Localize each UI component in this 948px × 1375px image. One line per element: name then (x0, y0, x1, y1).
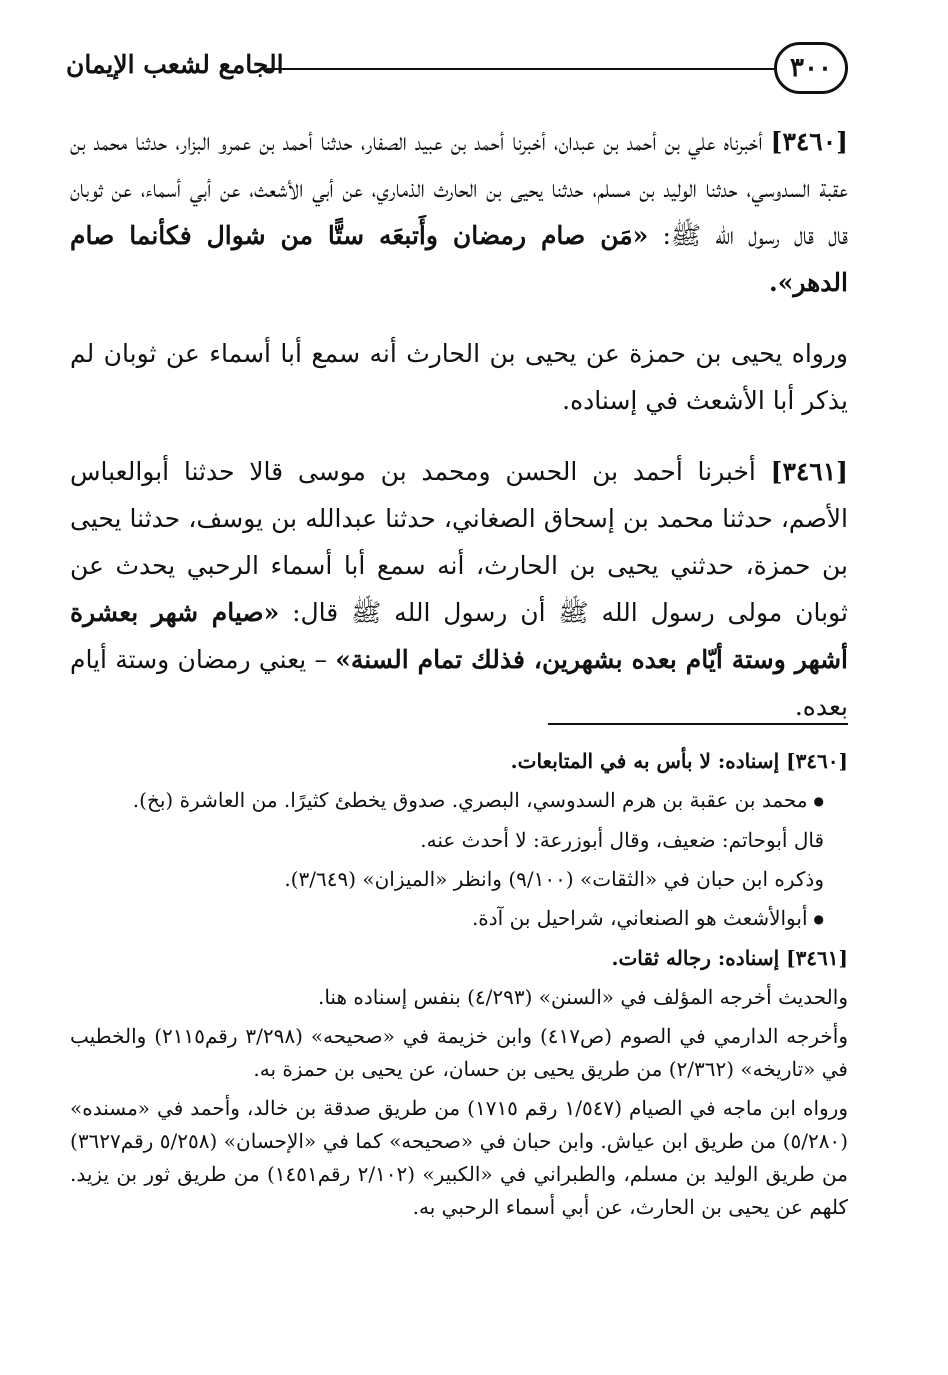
main-text (70, 118, 848, 754)
footnote-paragraph: والحديث أخرجه المؤلف في «السنن» (٤/٢٩٣) بنفس إسناده هنا. (317, 985, 848, 1009)
footnote-bullet: ● أبوالأشعث هو الصنعاني، شراحيل بن آدة. (70, 902, 848, 936)
footnote-paragraph: وأخرجه الدارمي في الصوم (ص٤١٧) وابن خزيمة في «صحيحه» (٣/٢٩٨ رقم٢١١٥) والخطيب في «تاريخه» (٢/٣٦٢) من طريق يحيى بن حسان، عن يحيى بن حمزة به. (70, 1024, 848, 1081)
footnote-paragraph: ورواه ابن ماجه في الصيام (١/٥٤٧ رقم ١٧١٥) من طريق صدقة بن خالد، وأحمد في «مسنده» (٥/٢٨٠) من طريق ابن عياش. وابن حبان في «صحيحه» كما في «الإحسان» (٥/٢٥٨ رقم٣٦٢٧) من طريق الوليد بن مسلم، والطبراني في «الكبير» (٢/١٠٢ رقم١٤٥١) من طريق ثور بن يزيد. كلهم عن يحيى بن الحارث، عن أبي أسماء الرحبي به. (70, 1096, 849, 1219)
footnote-separator (548, 723, 848, 725)
page-number: ٣٠٠ (774, 42, 848, 94)
hadith-3461 (70, 448, 848, 730)
footnote-3460-heading: [٣٤٦٠] إسناده: لا بأس به في المتابعات. (510, 749, 848, 773)
page-header (66, 40, 848, 104)
hadith-explanation: – يعني رمضان وستة أيام بعده. (70, 645, 848, 721)
hadith-number: [٣٤٦٠] (770, 127, 849, 156)
header-rule (266, 68, 774, 70)
footnote-line: وذكره ابن حبان في «الثقات» (٩/١٠٠) وانظر «الميزان» (٣/٦٤٩). (284, 867, 824, 891)
footnote-line: قال أبوحاتم: ضعيف، وقال أبوزرعة: لا أحدث عنه. (420, 828, 824, 852)
hadith-3460 (70, 118, 848, 306)
footnote-bullet: ● محمد بن عقبة بن هرم السدوسي، البصري. صدوق يخطئ كثيرًا. من العاشرة (بخ). (70, 784, 848, 818)
footnote-3461-heading: [٣٤٦١] إسناده: رجاله ثقات. (611, 946, 848, 970)
hadith-matn: «مَن صام رمضان وأَتبعَه ستًّا من شوال فكأنما صام الدهر». (70, 221, 848, 297)
book-title: الجامع لشعب الإيمان (66, 50, 284, 79)
hadith-3460-note: ورواه يحيى بن حمزة عن يحيى بن الحارث أنه سمع أبا أسماء عن ثوبان لم يذكر أبا الأشعث في إسناده. (70, 339, 848, 415)
isnad-chain: أخبرنا أحمد بن الحسن ومحمد بن موسى قالا حدثنا أبوالعباس الأصم، حدثنا محمد بن إسحاق الصغاني، حدثنا عبدالله بن يوسف، حدثنا يحيى بن حمزة، حدثني يحيى بن الحارث، أنه سمع أبا أسماء الرحبي يحدث عن ثوبان مولى رسول الله ﷺ أن رسول الله ﷺ قال: (70, 457, 848, 627)
isnad-chain: أخبرناه علي بن أحمد بن عبدان، أخبرنا أحمد بن عبيد الصفار، حدثنا أحمد بن عمرو البزار، حدثنا محمد بن عقبة السدوسي، حدثنا الوليد بن مسلم، حدثنا يحيى بن الحارث الذماري، عن أبي الأشعث، عن أبي أسماء، عن ثوبان قال قال رسول الله ﷺ: (70, 127, 848, 250)
hadith-number: [٣٤٦١] (770, 457, 849, 486)
hadith-matn: «صيام شهر بعشرة أشهر وستة أيّام بعده بشهرين، فذلك تمام السنة» (70, 598, 848, 674)
footnotes (70, 745, 848, 1230)
